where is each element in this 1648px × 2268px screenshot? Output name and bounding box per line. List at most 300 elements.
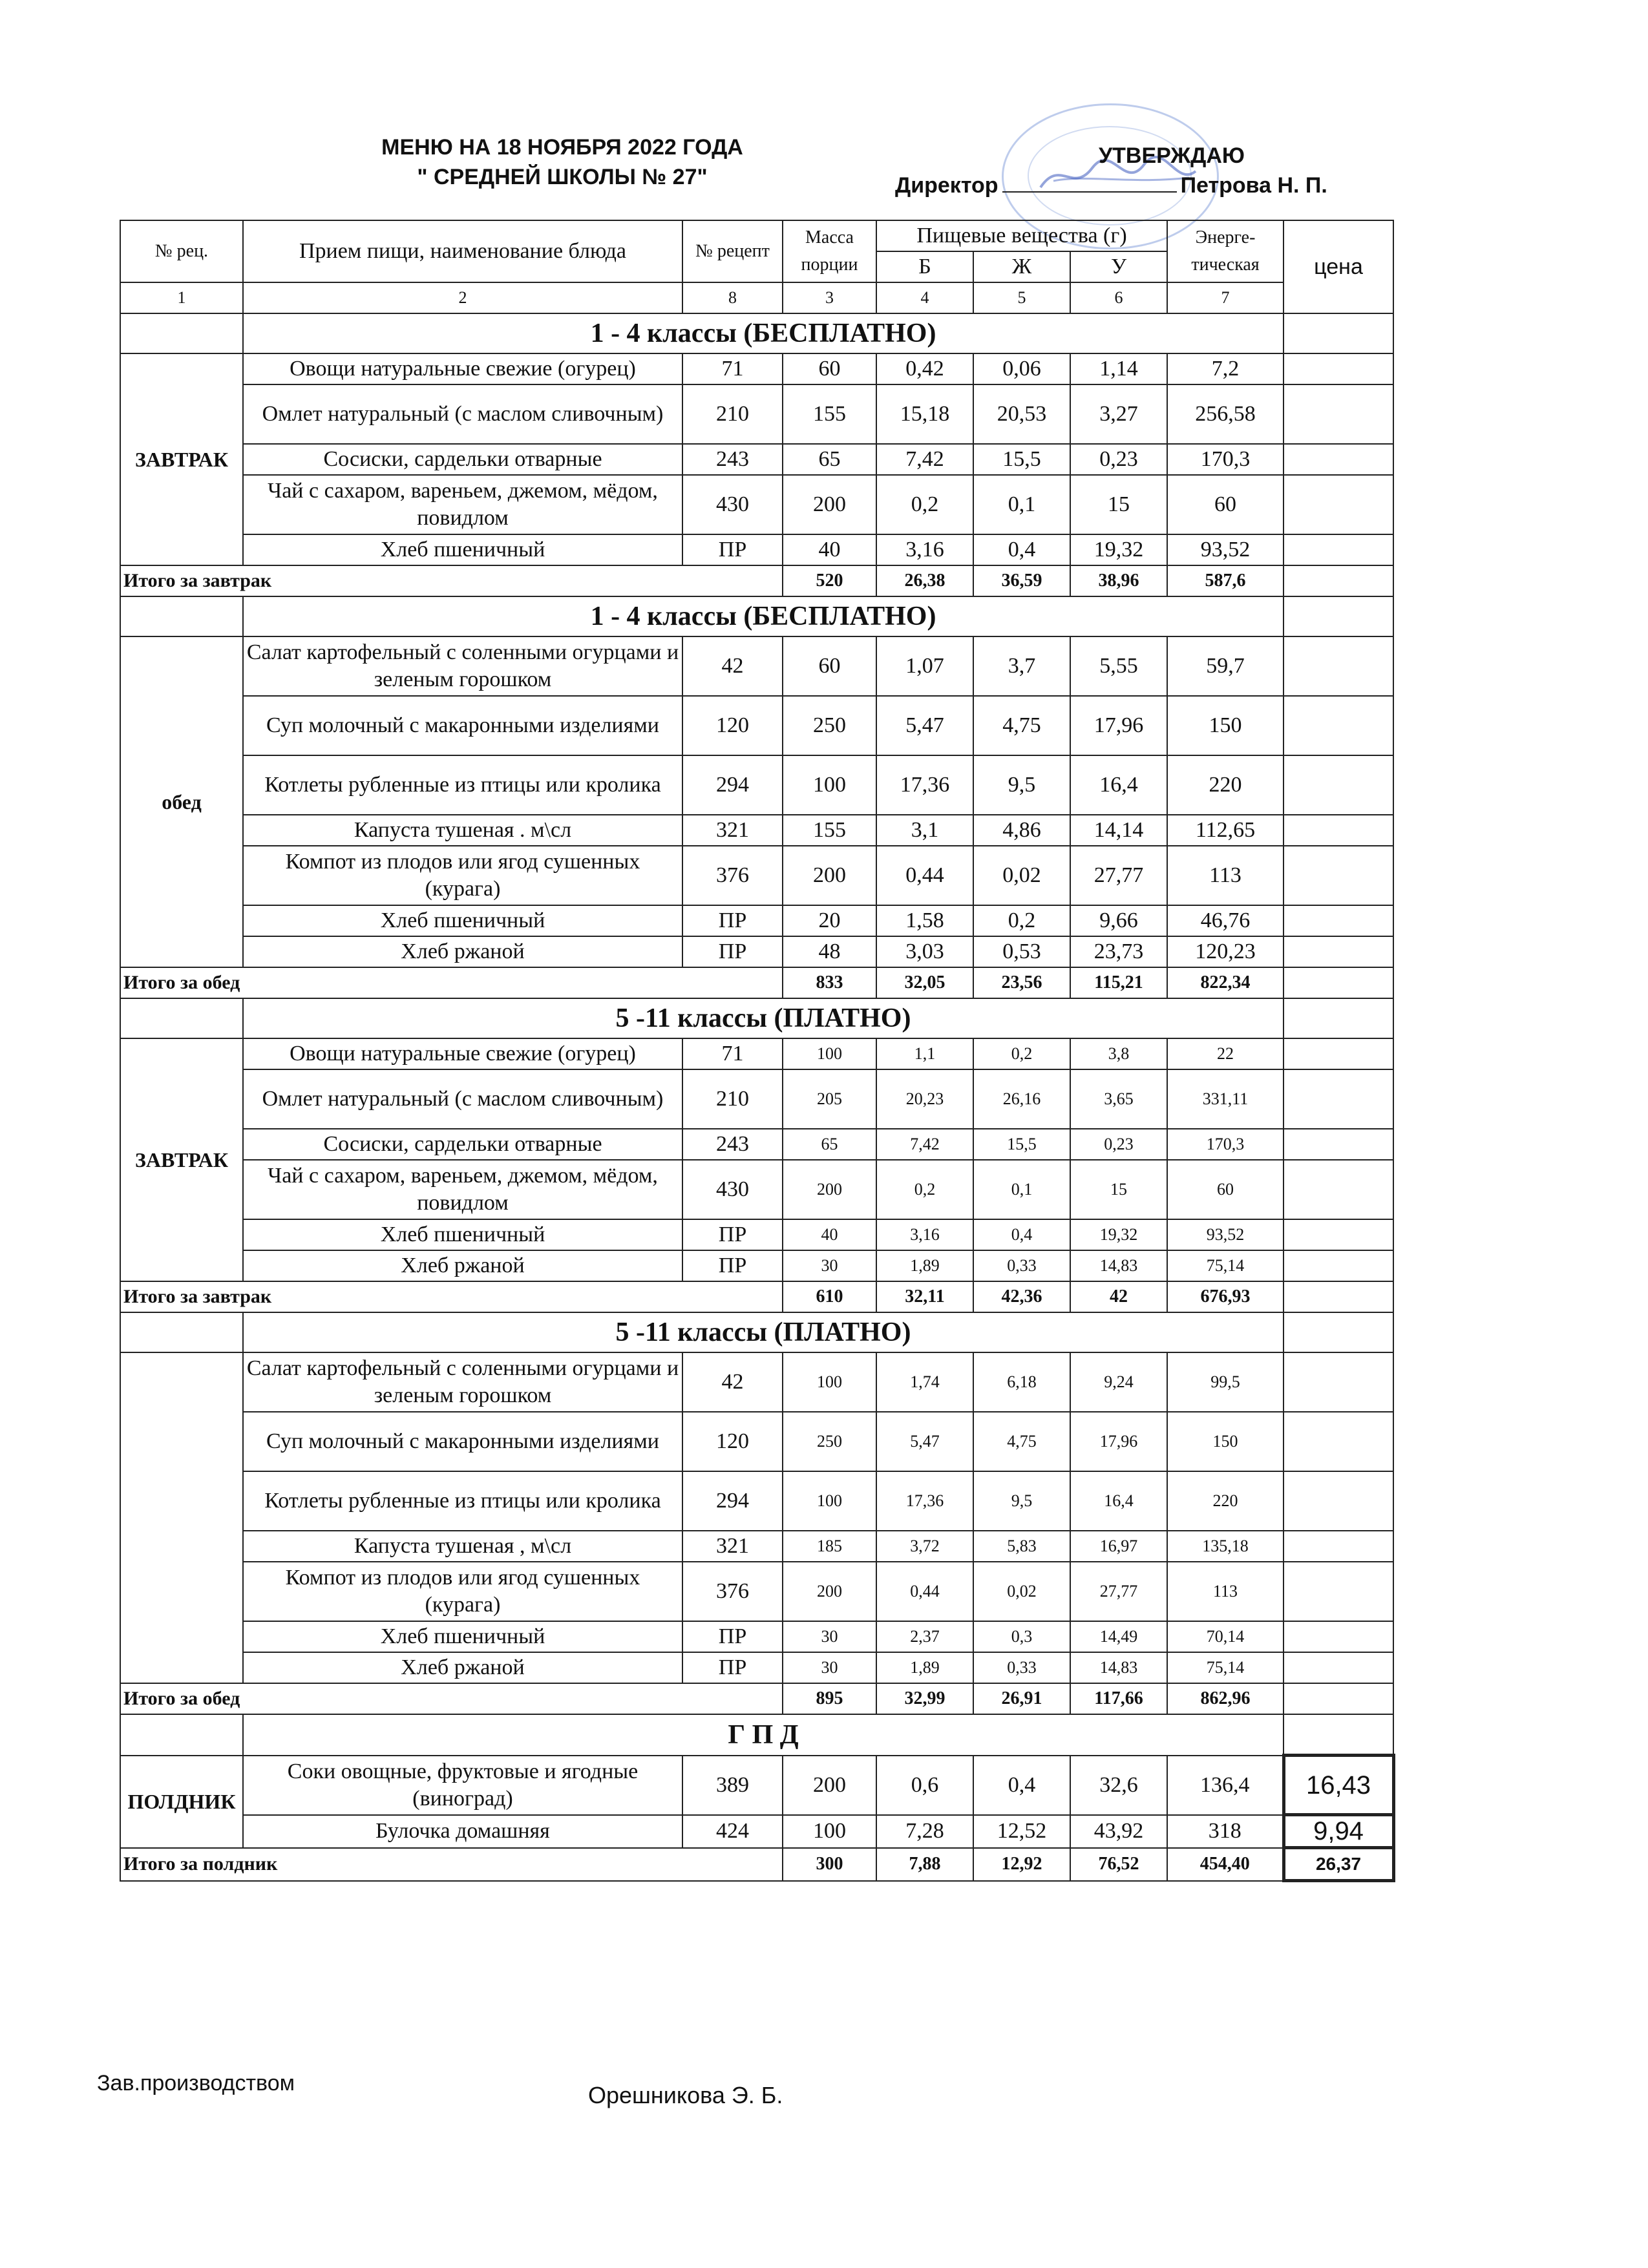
col-recipe: № рецепт bbox=[682, 220, 783, 282]
fat: 9,5 bbox=[973, 1471, 1070, 1531]
dish-name: Чай с сахаром, вареньем, джемом, мёдом, повидлом bbox=[243, 475, 682, 534]
carbs: 17,96 bbox=[1070, 696, 1167, 755]
fat: 26,16 bbox=[973, 1069, 1070, 1129]
price-cell bbox=[1284, 1471, 1393, 1531]
dish-row bbox=[120, 1531, 1393, 1562]
protein: 0,44 bbox=[876, 846, 973, 905]
meal-label: ЗАВТРАК bbox=[120, 1038, 243, 1281]
portion-mass: 30 bbox=[783, 1250, 876, 1281]
band-spacer bbox=[120, 1312, 243, 1352]
dish-name: Хлеб пшеничный bbox=[243, 1621, 682, 1652]
band-spacer bbox=[120, 313, 243, 353]
protein: 0,42 bbox=[876, 353, 973, 384]
total-value: 38,96 bbox=[1070, 565, 1167, 596]
dish-row bbox=[120, 905, 1393, 936]
energy: 22 bbox=[1167, 1038, 1284, 1069]
protein: 2,37 bbox=[876, 1621, 973, 1652]
total-value: 610 bbox=[783, 1281, 876, 1312]
portion-mass: 48 bbox=[783, 936, 876, 967]
dish-row bbox=[120, 936, 1393, 967]
total-label: Итого за обед bbox=[120, 1683, 783, 1714]
col-dish: Прием пищи, наименование блюда bbox=[243, 220, 682, 282]
recipe-no: 243 bbox=[682, 1129, 783, 1160]
energy: 113 bbox=[1167, 1562, 1284, 1621]
price-cell bbox=[1284, 846, 1393, 905]
fat: 0,53 bbox=[973, 936, 1070, 967]
fat: 20,53 bbox=[973, 384, 1070, 444]
section-title: Г П Д bbox=[243, 1714, 1284, 1756]
director-name: Петрова Н. П. bbox=[1180, 173, 1327, 198]
idx-cell: 2 bbox=[243, 282, 682, 313]
total-price bbox=[1284, 967, 1393, 998]
dish-name: Салат картофельный с соленными огурцами и зеленым горошком bbox=[243, 636, 682, 696]
meal-label: обед bbox=[120, 636, 243, 967]
carbs: 27,77 bbox=[1070, 846, 1167, 905]
carbs: 0,23 bbox=[1070, 1129, 1167, 1160]
recipe-no: 321 bbox=[682, 815, 783, 846]
fat: 3,7 bbox=[973, 636, 1070, 696]
dish-name: Капуста тушеная , м\сл bbox=[243, 1531, 682, 1562]
price-cell: 9,94 bbox=[1284, 1815, 1393, 1848]
energy: 93,52 bbox=[1167, 534, 1284, 565]
dish-row bbox=[120, 1412, 1393, 1471]
total-value: 23,56 bbox=[973, 967, 1070, 998]
total-price: 26,37 bbox=[1284, 1848, 1393, 1881]
approve-label: УТВЕРЖДАЮ bbox=[1099, 143, 1245, 168]
dish-name: Котлеты рубленные из птицы или кролика bbox=[243, 1471, 682, 1531]
dish-row bbox=[120, 636, 1393, 696]
energy: 150 bbox=[1167, 696, 1284, 755]
energy: 256,58 bbox=[1167, 384, 1284, 444]
price-cell bbox=[1284, 696, 1393, 755]
fat: 0,4 bbox=[973, 534, 1070, 565]
price-cell bbox=[1284, 353, 1393, 384]
total-row bbox=[120, 1281, 1393, 1312]
price-cell bbox=[1284, 905, 1393, 936]
price-cell bbox=[1284, 1219, 1393, 1250]
energy: 135,18 bbox=[1167, 1531, 1284, 1562]
fat: 0,4 bbox=[973, 1756, 1070, 1815]
dish-row bbox=[120, 846, 1393, 905]
footer-name: Орешникова Э. Б. bbox=[588, 2082, 783, 2108]
dish-name: Булочка домашняя bbox=[243, 1815, 682, 1848]
director-line bbox=[895, 173, 1327, 198]
recipe-no: 294 bbox=[682, 1471, 783, 1531]
recipe-no: 42 bbox=[682, 1352, 783, 1412]
total-value: 587,6 bbox=[1167, 565, 1284, 596]
dish-row bbox=[120, 534, 1393, 565]
carbs: 0,23 bbox=[1070, 444, 1167, 475]
protein: 20,23 bbox=[876, 1069, 973, 1129]
portion-mass: 65 bbox=[783, 444, 876, 475]
dish-row bbox=[120, 1069, 1393, 1129]
price-cell bbox=[1284, 1531, 1393, 1562]
dish-row bbox=[120, 353, 1393, 384]
price-cell bbox=[1284, 1129, 1393, 1160]
recipe-no: ПР bbox=[682, 905, 783, 936]
carbs: 16,4 bbox=[1070, 1471, 1167, 1531]
dish-name: Омлет натуральный (с маслом сливочным) bbox=[243, 384, 682, 444]
menu-title-line2: " СРЕДНЕЙ ШКОЛЫ № 27" bbox=[417, 165, 708, 189]
total-value: 76,52 bbox=[1070, 1848, 1167, 1881]
col-energy: Энерге-тическая bbox=[1167, 220, 1284, 282]
col-b: Б bbox=[876, 251, 973, 282]
recipe-no: 376 bbox=[682, 846, 783, 905]
total-value: 12,92 bbox=[973, 1848, 1070, 1881]
price-cell: 16,43 bbox=[1284, 1756, 1393, 1815]
energy: 220 bbox=[1167, 755, 1284, 815]
recipe-no: 389 bbox=[682, 1756, 783, 1815]
price-cell bbox=[1284, 1038, 1393, 1069]
band-price-spacer bbox=[1284, 1312, 1393, 1352]
carbs: 14,83 bbox=[1070, 1652, 1167, 1683]
carbs: 14,83 bbox=[1070, 1250, 1167, 1281]
total-price bbox=[1284, 1281, 1393, 1312]
col-mass: Масса порции bbox=[783, 220, 876, 282]
protein: 3,16 bbox=[876, 1219, 973, 1250]
energy: 70,14 bbox=[1167, 1621, 1284, 1652]
band-price-spacer bbox=[1284, 1714, 1393, 1756]
total-value: 117,66 bbox=[1070, 1683, 1167, 1714]
protein: 1,58 bbox=[876, 905, 973, 936]
dish-row bbox=[120, 1562, 1393, 1621]
idx-cell: 8 bbox=[682, 282, 783, 313]
energy: 170,3 bbox=[1167, 1129, 1284, 1160]
dish-name: Салат картофельный с соленными огурцами и зеленым горошком bbox=[243, 1352, 682, 1412]
price-cell bbox=[1284, 444, 1393, 475]
recipe-no: 71 bbox=[682, 353, 783, 384]
energy: 331,11 bbox=[1167, 1069, 1284, 1129]
band-price-spacer bbox=[1284, 998, 1393, 1038]
recipe-no: 294 bbox=[682, 755, 783, 815]
energy: 120,23 bbox=[1167, 936, 1284, 967]
portion-mass: 200 bbox=[783, 1756, 876, 1815]
portion-mass: 100 bbox=[783, 1815, 876, 1848]
dish-name: Суп молочный с макаронными изделиями bbox=[243, 696, 682, 755]
protein: 0,2 bbox=[876, 1160, 973, 1219]
fat: 4,75 bbox=[973, 1412, 1070, 1471]
idx-cell: 5 bbox=[973, 282, 1070, 313]
recipe-no: 243 bbox=[682, 444, 783, 475]
protein: 7,42 bbox=[876, 444, 973, 475]
total-value: 26,91 bbox=[973, 1683, 1070, 1714]
energy: 75,14 bbox=[1167, 1250, 1284, 1281]
price-cell bbox=[1284, 1621, 1393, 1652]
col-num: № рец. bbox=[120, 220, 243, 282]
total-value: 115,21 bbox=[1070, 967, 1167, 998]
total-value: 862,96 bbox=[1167, 1683, 1284, 1714]
recipe-no: ПР bbox=[682, 1652, 783, 1683]
dish-name: Котлеты рубленные из птицы или кролика bbox=[243, 755, 682, 815]
carbs: 9,24 bbox=[1070, 1352, 1167, 1412]
total-row bbox=[120, 565, 1393, 596]
carbs: 5,55 bbox=[1070, 636, 1167, 696]
fat: 0,33 bbox=[973, 1652, 1070, 1683]
carbs: 14,49 bbox=[1070, 1621, 1167, 1652]
recipe-no: ПР bbox=[682, 1219, 783, 1250]
meal-label: ЗАВТРАК bbox=[120, 353, 243, 565]
protein: 1,07 bbox=[876, 636, 973, 696]
price-cell bbox=[1284, 1352, 1393, 1412]
carbs: 3,8 bbox=[1070, 1038, 1167, 1069]
fat: 0,33 bbox=[973, 1250, 1070, 1281]
total-row bbox=[120, 967, 1393, 998]
carbs: 43,92 bbox=[1070, 1815, 1167, 1848]
dish-row bbox=[120, 1471, 1393, 1531]
fat: 9,5 bbox=[973, 755, 1070, 815]
fat: 0,02 bbox=[973, 846, 1070, 905]
price-cell bbox=[1284, 534, 1393, 565]
portion-mass: 40 bbox=[783, 534, 876, 565]
index-row bbox=[120, 282, 1393, 313]
header-row bbox=[120, 220, 1393, 251]
dish-row bbox=[120, 444, 1393, 475]
total-label: Итого за полдник bbox=[120, 1848, 783, 1881]
recipe-no: 120 bbox=[682, 1412, 783, 1471]
director-label: Директор bbox=[895, 173, 998, 198]
dish-row bbox=[120, 1038, 1393, 1069]
portion-mass: 65 bbox=[783, 1129, 876, 1160]
recipe-no: 321 bbox=[682, 1531, 783, 1562]
total-value: 36,59 bbox=[973, 565, 1070, 596]
dish-name: Хлеб пшеничный bbox=[243, 534, 682, 565]
fat: 15,5 bbox=[973, 444, 1070, 475]
menu-title bbox=[271, 132, 853, 192]
dish-name: Сосиски, сардельки отварные bbox=[243, 1129, 682, 1160]
portion-mass: 100 bbox=[783, 1038, 876, 1069]
protein: 0,2 bbox=[876, 475, 973, 534]
fat: 0,2 bbox=[973, 1038, 1070, 1069]
energy: 113 bbox=[1167, 846, 1284, 905]
recipe-no: 42 bbox=[682, 636, 783, 696]
protein: 1,1 bbox=[876, 1038, 973, 1069]
fat: 0,02 bbox=[973, 1562, 1070, 1621]
section-band bbox=[120, 596, 1393, 636]
portion-mass: 100 bbox=[783, 1471, 876, 1531]
total-price bbox=[1284, 565, 1393, 596]
section-band bbox=[120, 1312, 1393, 1352]
protein: 3,1 bbox=[876, 815, 973, 846]
band-spacer bbox=[120, 998, 243, 1038]
energy: 318 bbox=[1167, 1815, 1284, 1848]
protein: 17,36 bbox=[876, 755, 973, 815]
portion-mass: 200 bbox=[783, 846, 876, 905]
section-title: 5 -11 классы (ПЛАТНО) bbox=[243, 1312, 1284, 1352]
dish-row bbox=[120, 1219, 1393, 1250]
recipe-no: ПР bbox=[682, 534, 783, 565]
recipe-no: 120 bbox=[682, 696, 783, 755]
price-cell bbox=[1284, 384, 1393, 444]
total-label: Итого за завтрак bbox=[120, 1281, 783, 1312]
protein: 1,89 bbox=[876, 1250, 973, 1281]
carbs: 15 bbox=[1070, 475, 1167, 534]
dish-row bbox=[120, 1621, 1393, 1652]
dish-row bbox=[120, 1756, 1393, 1815]
section-title: 5 -11 классы (ПЛАТНО) bbox=[243, 998, 1284, 1038]
dish-name: Компот из плодов или ягод сушенных (курага) bbox=[243, 1562, 682, 1621]
total-label: Итого за завтрак bbox=[120, 565, 783, 596]
recipe-no: 210 bbox=[682, 1069, 783, 1129]
energy: 220 bbox=[1167, 1471, 1284, 1531]
dish-row bbox=[120, 384, 1393, 444]
portion-mass: 155 bbox=[783, 384, 876, 444]
protein: 0,44 bbox=[876, 1562, 973, 1621]
energy: 46,76 bbox=[1167, 905, 1284, 936]
energy: 60 bbox=[1167, 475, 1284, 534]
total-value: 454,40 bbox=[1167, 1848, 1284, 1881]
protein: 7,42 bbox=[876, 1129, 973, 1160]
protein: 3,72 bbox=[876, 1531, 973, 1562]
total-value: 32,05 bbox=[876, 967, 973, 998]
portion-mass: 200 bbox=[783, 1160, 876, 1219]
dish-name: Хлеб пшеничный bbox=[243, 905, 682, 936]
energy: 150 bbox=[1167, 1412, 1284, 1471]
signature-line bbox=[1002, 173, 1177, 193]
dish-name: Хлеб ржаной bbox=[243, 1652, 682, 1683]
dish-name: Омлет натуральный (с маслом сливочным) bbox=[243, 1069, 682, 1129]
dish-row bbox=[120, 1815, 1393, 1848]
portion-mass: 185 bbox=[783, 1531, 876, 1562]
carbs: 17,96 bbox=[1070, 1412, 1167, 1471]
dish-row bbox=[120, 755, 1393, 815]
price-cell bbox=[1284, 815, 1393, 846]
carbs: 3,65 bbox=[1070, 1069, 1167, 1129]
band-spacer bbox=[120, 596, 243, 636]
portion-mass: 30 bbox=[783, 1621, 876, 1652]
total-value: 895 bbox=[783, 1683, 876, 1714]
dish-row bbox=[120, 1160, 1393, 1219]
portion-mass: 205 bbox=[783, 1069, 876, 1129]
recipe-no: 430 bbox=[682, 475, 783, 534]
section-band bbox=[120, 1714, 1393, 1756]
fat: 0,1 bbox=[973, 1160, 1070, 1219]
footer-role: Зав.производством bbox=[97, 2071, 295, 2095]
fat: 6,18 bbox=[973, 1352, 1070, 1412]
carbs: 16,4 bbox=[1070, 755, 1167, 815]
dish-name: Хлеб пшеничный bbox=[243, 1219, 682, 1250]
portion-mass: 250 bbox=[783, 696, 876, 755]
menu-title-line1: МЕНЮ НА 18 НОЯБРЯ 2022 ГОДА bbox=[381, 135, 743, 160]
portion-mass: 30 bbox=[783, 1652, 876, 1683]
recipe-no: 71 bbox=[682, 1038, 783, 1069]
section-band bbox=[120, 313, 1393, 353]
carbs: 9,66 bbox=[1070, 905, 1167, 936]
fat: 0,1 bbox=[973, 475, 1070, 534]
energy: 99,5 bbox=[1167, 1352, 1284, 1412]
total-value: 822,34 bbox=[1167, 967, 1284, 998]
protein: 7,28 bbox=[876, 1815, 973, 1848]
fat: 0,4 bbox=[973, 1219, 1070, 1250]
dish-name: Овощи натуральные свежие (огурец) bbox=[243, 1038, 682, 1069]
idx-cell: 3 bbox=[783, 282, 876, 313]
price-cell bbox=[1284, 1562, 1393, 1621]
price-cell bbox=[1284, 1160, 1393, 1219]
menu-table bbox=[120, 220, 1395, 1882]
total-row bbox=[120, 1683, 1393, 1714]
protein: 1,89 bbox=[876, 1652, 973, 1683]
idx-cell: 1 bbox=[120, 282, 243, 313]
fat: 15,5 bbox=[973, 1129, 1070, 1160]
dish-name: Хлеб ржаной bbox=[243, 936, 682, 967]
energy: 136,4 bbox=[1167, 1756, 1284, 1815]
total-value: 833 bbox=[783, 967, 876, 998]
portion-mass: 40 bbox=[783, 1219, 876, 1250]
fat: 0,06 bbox=[973, 353, 1070, 384]
fat: 4,75 bbox=[973, 696, 1070, 755]
total-value: 26,38 bbox=[876, 565, 973, 596]
dish-row bbox=[120, 1652, 1393, 1683]
meal-label bbox=[120, 1352, 243, 1683]
portion-mass: 100 bbox=[783, 755, 876, 815]
price-cell bbox=[1284, 936, 1393, 967]
energy: 75,14 bbox=[1167, 1652, 1284, 1683]
price-cell bbox=[1284, 1412, 1393, 1471]
protein: 5,47 bbox=[876, 696, 973, 755]
col-price: цена bbox=[1284, 220, 1393, 313]
dish-name: Овощи натуральные свежие (огурец) bbox=[243, 353, 682, 384]
total-value: 520 bbox=[783, 565, 876, 596]
protein: 17,36 bbox=[876, 1471, 973, 1531]
carbs: 15 bbox=[1070, 1160, 1167, 1219]
total-label: Итого за обед bbox=[120, 967, 783, 998]
section-title: 1 - 4 классы (БЕСПЛАТНО) bbox=[243, 313, 1284, 353]
carbs: 19,32 bbox=[1070, 1219, 1167, 1250]
dish-name: Соки овощные, фруктовые и ягодные (виноград) bbox=[243, 1756, 682, 1815]
protein: 15,18 bbox=[876, 384, 973, 444]
recipe-no: 376 bbox=[682, 1562, 783, 1621]
energy: 170,3 bbox=[1167, 444, 1284, 475]
price-cell bbox=[1284, 755, 1393, 815]
fat: 0,2 bbox=[973, 905, 1070, 936]
energy: 7,2 bbox=[1167, 353, 1284, 384]
carbs: 1,14 bbox=[1070, 353, 1167, 384]
idx-cell: 6 bbox=[1070, 282, 1167, 313]
carbs: 3,27 bbox=[1070, 384, 1167, 444]
recipe-no: 424 bbox=[682, 1815, 783, 1848]
idx-cell: 4 bbox=[876, 282, 973, 313]
protein: 3,16 bbox=[876, 534, 973, 565]
carbs: 16,97 bbox=[1070, 1531, 1167, 1562]
portion-mass: 200 bbox=[783, 1562, 876, 1621]
recipe-no: 430 bbox=[682, 1160, 783, 1219]
total-value: 7,88 bbox=[876, 1848, 973, 1881]
band-spacer bbox=[120, 1714, 243, 1756]
fat: 0,3 bbox=[973, 1621, 1070, 1652]
band-price-spacer bbox=[1284, 596, 1393, 636]
protein: 3,03 bbox=[876, 936, 973, 967]
recipe-no: ПР bbox=[682, 1621, 783, 1652]
carbs: 19,32 bbox=[1070, 534, 1167, 565]
portion-mass: 250 bbox=[783, 1412, 876, 1471]
fat: 5,83 bbox=[973, 1531, 1070, 1562]
carbs: 14,14 bbox=[1070, 815, 1167, 846]
idx-cell: 7 bbox=[1167, 282, 1284, 313]
portion-mass: 60 bbox=[783, 636, 876, 696]
price-cell bbox=[1284, 636, 1393, 696]
dish-name: Хлеб ржаной bbox=[243, 1250, 682, 1281]
total-value: 676,93 bbox=[1167, 1281, 1284, 1312]
section-title: 1 - 4 классы (БЕСПЛАТНО) bbox=[243, 596, 1284, 636]
recipe-no: 210 bbox=[682, 384, 783, 444]
energy: 59,7 bbox=[1167, 636, 1284, 696]
portion-mass: 155 bbox=[783, 815, 876, 846]
dish-row bbox=[120, 1352, 1393, 1412]
dish-row bbox=[120, 1250, 1393, 1281]
portion-mass: 20 bbox=[783, 905, 876, 936]
dish-row bbox=[120, 815, 1393, 846]
total-value: 42,36 bbox=[973, 1281, 1070, 1312]
price-cell bbox=[1284, 1069, 1393, 1129]
